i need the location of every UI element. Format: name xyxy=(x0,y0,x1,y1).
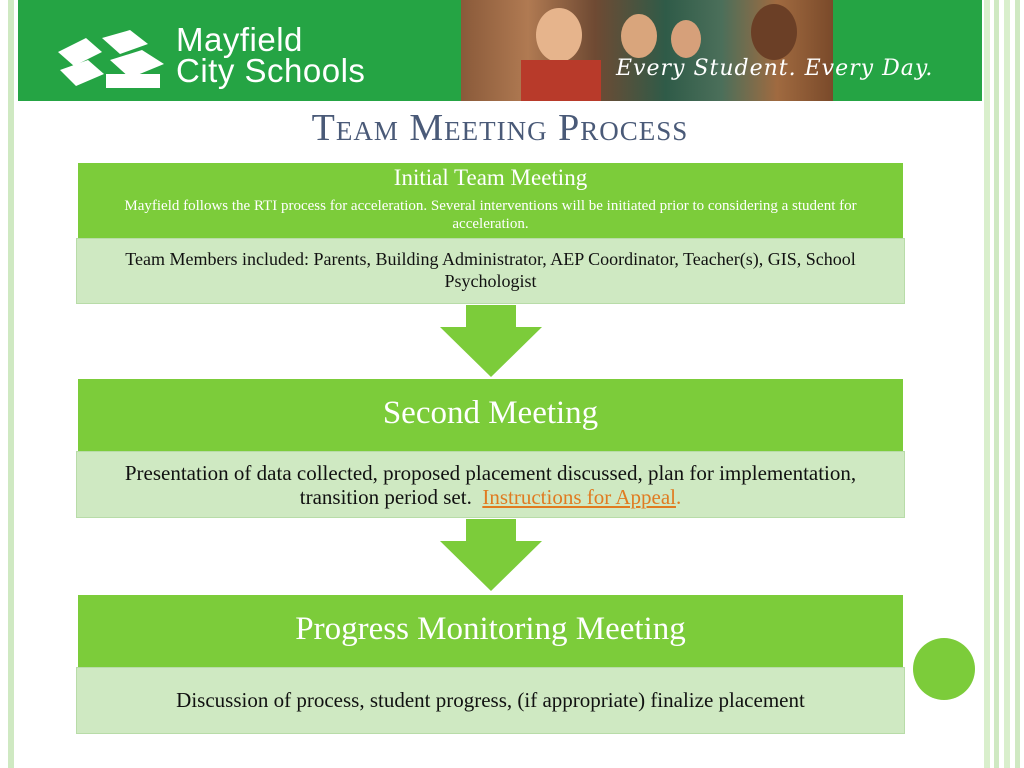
step-2-body xyxy=(117,461,864,509)
down-arrow-icon xyxy=(440,305,542,377)
student-face xyxy=(536,8,582,62)
step-2-link-suffix: . xyxy=(675,485,682,509)
step-1-heading-box xyxy=(78,163,903,240)
step-1-body-box xyxy=(76,238,905,304)
step-2-heading: Second Meeting xyxy=(382,395,599,431)
mayfield-logo-icon xyxy=(58,30,168,90)
logo-line-2: City Schools xyxy=(176,52,366,89)
logo-line-1: Mayfield xyxy=(176,21,303,58)
page-title: Team Meeting Process xyxy=(311,107,689,149)
step-1-heading: Initial Team Meeting xyxy=(393,165,588,190)
step-3-heading-box xyxy=(78,595,903,667)
student-face xyxy=(621,14,657,58)
step-3-body: Discussion of process, student progress, (if appropriate) finalize placement xyxy=(176,688,805,712)
down-arrow-icon xyxy=(440,519,542,591)
right-border-stripe xyxy=(1004,0,1010,768)
decorative-circle xyxy=(913,638,975,700)
header-banner xyxy=(18,0,982,101)
step-2-heading-box xyxy=(78,379,903,451)
step-3-heading: Progress Monitoring Meeting xyxy=(295,611,686,647)
tagline: Every Student. Every Day. xyxy=(616,56,934,81)
student-face xyxy=(671,20,701,58)
step-2-body-text: Presentation of data collected, proposed placement discussed, plan for implementation, transition period set. xyxy=(124,461,857,509)
step-1-subtext: Mayfield follows the RTI process for acceleration. Several interventions will be initiated prior to considering a student for acceleration. xyxy=(124,198,857,232)
step-1-body: Team Members included: Parents, Building Administrator, AEP Coordinator, Teacher(s), GIS, School Psychologist xyxy=(125,249,856,291)
student-shirt xyxy=(521,60,601,101)
right-border-stripe xyxy=(1015,0,1020,768)
step-3-body-box xyxy=(76,667,905,734)
appeal-instructions-link[interactable]: Instructions for Appeal xyxy=(482,485,676,509)
step-2-body-box xyxy=(76,451,905,518)
student-face xyxy=(751,4,797,60)
logo-wordmark xyxy=(176,21,366,89)
students-photo xyxy=(461,0,833,101)
